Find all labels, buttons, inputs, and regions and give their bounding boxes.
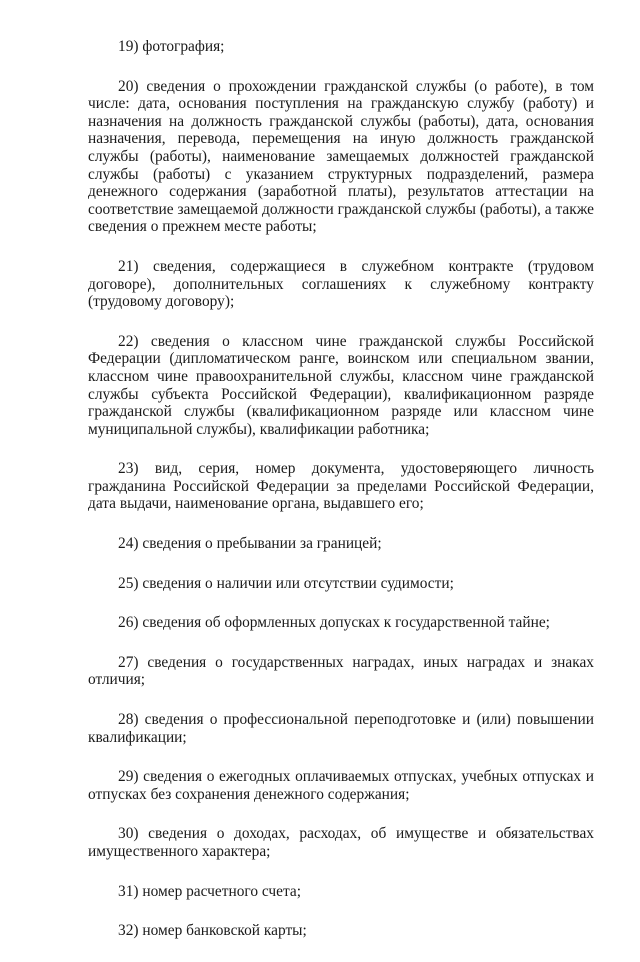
list-item-26: 26) сведения об оформленных допусках к государственной тайне; xyxy=(118,614,550,632)
list-item-32: 32) номер банковской карты; xyxy=(118,922,307,940)
list-item-27: 27) сведения о государственных наградах, иных наградах и знаках отличия; xyxy=(88,653,594,689)
list-item-28: 28) сведения о профессиональной переподготовке и (или) повышении квалификации; xyxy=(88,711,594,746)
personal-data-list xyxy=(88,38,594,962)
list-item-24: 24) сведения о пребывании за границей; xyxy=(118,535,382,553)
list-item-21: 21) сведения, содержащиеся в служебном контракте (трудовом договоре), дополнительных соглашениях к служебному контракту (трудовому договору); xyxy=(88,257,594,311)
list-item-19: 19) фотография; xyxy=(118,38,225,55)
list-item-23: 23) вид, серия, номер документа, удостоверяющего личность гражданина Российской Федерации за пределами Российской Федерации, дата выдачи, наименование органа, выдавшего его; xyxy=(88,460,594,513)
list-item-30: 30) сведения о доходах, расходах, об имуществе и обязательствах имущественного характера; xyxy=(88,825,594,860)
list-item-29: 29) сведения о ежегодных оплачиваемых отпусках, учебных отпусках и отпусках без сохранения денежного содержания; xyxy=(88,768,594,803)
list-item-25: 25) сведения о наличии или отсутствии судимости; xyxy=(118,574,454,592)
list-item-20: 20) сведения о прохождении гражданской службы (о работе), в том числе: дата, основания поступления на гражданскую службу (работу) и назначения на должность гражданской службы (работы), дата, основания назначения, перевода, перемещения на иную должность гражданской службы (работы), наименование замещаемых должностей гражданской службы (работы) с указанием структурных подразделений, размера денежного содержания (заработной платы), результатов аттестации на соответствие замещаемой должности гражданской службы (работы), а также сведения о прежнем месте работы; xyxy=(88,77,594,236)
list-item-22: 22) сведения о классном чине гражданской службы Российской Федерации (дипломатическом ранге, воинском или специальном звании, классном чине правоохранительной службы, классном чине гражданской службы субъекта Российской Федерации), квалификационном разряде гражданской службы (квалификационном разряде или классном чине муниципальной службы), квалификации работника; xyxy=(88,332,594,438)
list-item-31: 31) номер расчетного счета; xyxy=(118,882,301,900)
